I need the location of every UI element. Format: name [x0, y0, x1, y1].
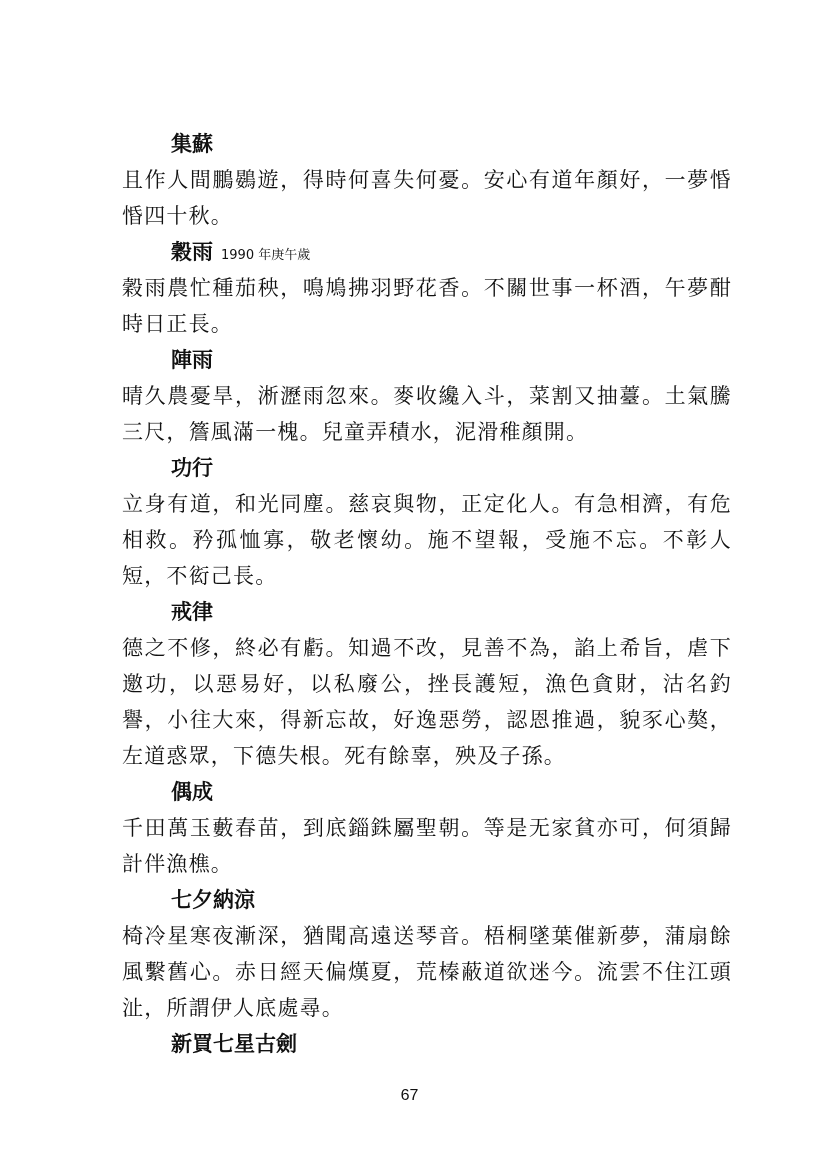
- poem-title-text: 新買七星古劍: [171, 1032, 297, 1056]
- poem: [122, 126, 732, 234]
- poem-body: 立身有道，和光同塵。慈哀與物，正定化人。有急相濟，有危相救。矜孤恤寡，敬老懷幼。施不望報，受施不忘。不彰人短，不衒己長。: [122, 492, 732, 588]
- poem-title: [171, 126, 732, 162]
- poem: [122, 882, 732, 1026]
- poem: [122, 342, 732, 450]
- poem-title: [171, 774, 732, 810]
- poem-title: [171, 342, 732, 378]
- poem-body: 穀雨農忙種茄秧，鳴鳩拂羽野花香。不關世事一杯酒，午夢酣時日正長。: [122, 276, 732, 336]
- poem-title: [171, 882, 732, 918]
- poem: [122, 234, 732, 342]
- poem-body: 且作人間鵬鷃遊，得時何喜失何憂。安心有道年顏好，一夢惛惛四十秋。: [122, 168, 732, 228]
- poem-title: [171, 234, 732, 270]
- poem-body: 椅冷星寒夜漸深，猶聞高遠送琴音。梧桐墜葉催新夢，蒲扇餘風繫舊心。赤日經天偏熯夏，荒榛蔽道欲迷今。流雲不住江頭沚，所謂伊人底處尋。: [122, 924, 732, 1020]
- poem-title-text: 集蘇: [171, 132, 213, 156]
- page-number: 67: [400, 1087, 419, 1104]
- poem-date-note: 1990 年庚午歲: [221, 248, 311, 263]
- poem-title: [171, 450, 732, 486]
- poem: [122, 774, 732, 882]
- page-content: [122, 126, 732, 1062]
- poem-title-text: 偶成: [171, 780, 213, 804]
- poem-title-text: 功行: [171, 456, 213, 480]
- poem-title: [171, 594, 732, 630]
- poem: [122, 450, 732, 594]
- poem-title-text: 穀雨: [171, 240, 213, 264]
- poem-body: 晴久農憂旱，淅瀝雨忽來。麥收纔入斗，菜割又抽薹。土氣騰三尺，簷風滿一槐。兒童弄積水，泥滑稚顏開。: [122, 384, 732, 444]
- poem: [122, 594, 732, 774]
- poem-body: 德之不修，終必有虧。知過不改，見善不為，諂上希旨，虐下邀功，以惡易好，以私廢公，挫長護短，漁色貪財，沽名釣譽，小往大來，得新忘故，好逸惡勞，認恩推過，貌豕心獒，左道惑眾，下德失根。死有餘辜，殃及子孫。: [122, 636, 732, 768]
- poem: [122, 1026, 732, 1062]
- poem-title: [171, 1026, 732, 1062]
- poem-body: 千田萬玉藪春苗，到底錙銖屬聖朝。等是无家貧亦可，何須歸計伴漁樵。: [122, 816, 732, 876]
- poem-title-text: 七夕納涼: [171, 888, 255, 912]
- poem-title-text: 戒律: [171, 600, 213, 624]
- poem-title-text: 陣雨: [171, 348, 213, 372]
